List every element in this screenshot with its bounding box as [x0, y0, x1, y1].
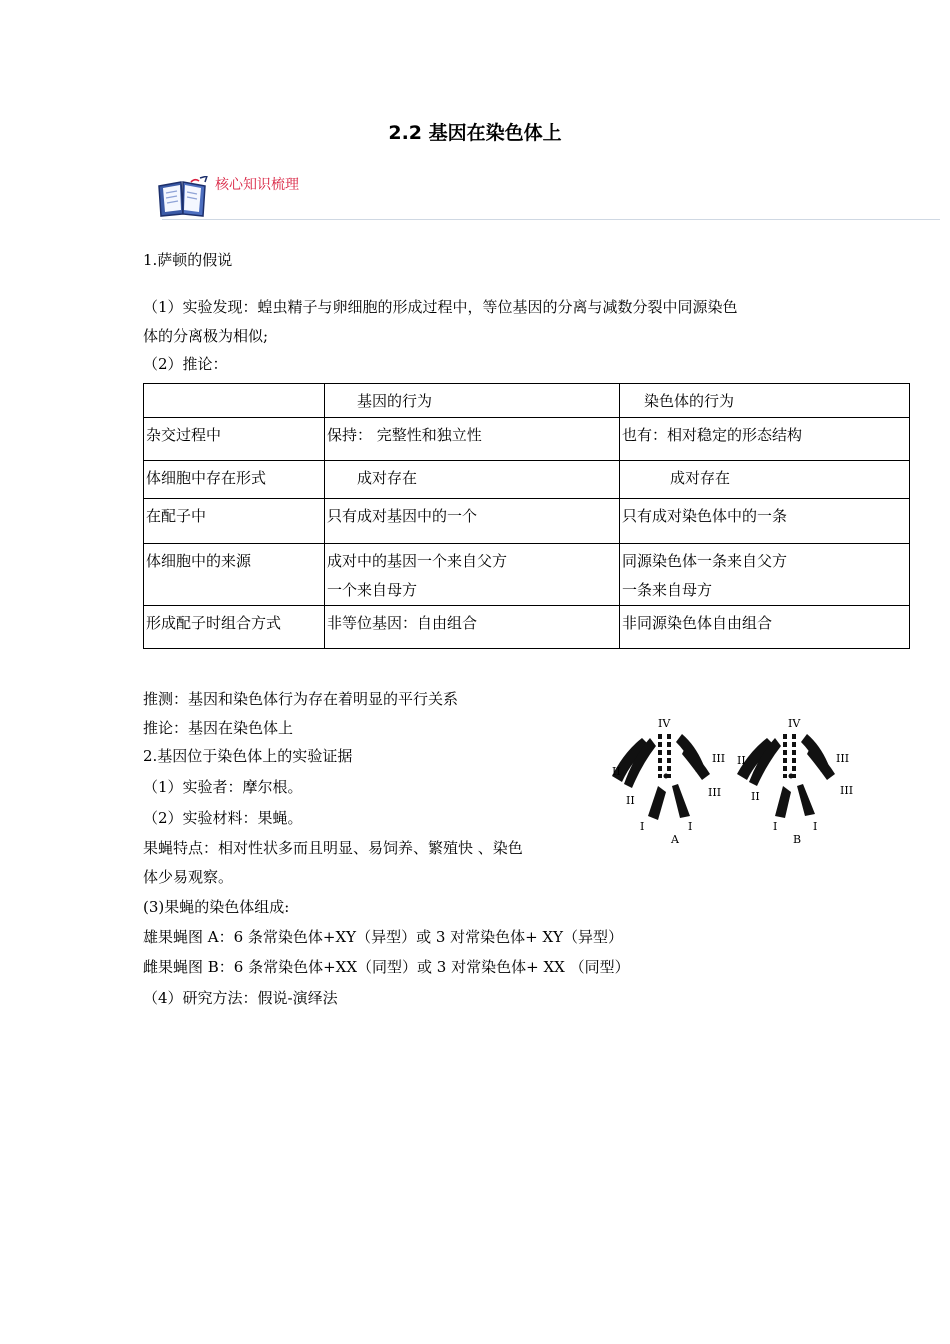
table-cell: 形成配子时组合方式	[144, 606, 325, 649]
table-cell: 体细胞中的来源	[144, 544, 325, 606]
paragraph-line: 雌果蝇图 B：6 条常染色体+XX（同型）或 3 对常染色体+ XX （同型）	[143, 958, 630, 976]
cell-line: 成对中的基因一个来自父方	[327, 552, 508, 570]
roman-numeral: I	[640, 820, 645, 833]
figure-label: B	[793, 833, 802, 846]
roman-numeral: I	[688, 820, 693, 833]
roman-numeral: III	[840, 784, 854, 797]
cell-line: 一条来自母方	[622, 581, 713, 599]
roman-numeral: III	[836, 752, 850, 765]
figure-label: A	[671, 833, 679, 846]
roman-numeral: IV	[788, 717, 801, 730]
table-cell: 体细胞中存在形式	[144, 461, 325, 499]
paragraph-line: 雄果蝇图 A：6 条常染色体+XY（异型）或 3 对常染色体+ XY（异型）	[143, 928, 624, 946]
paragraph-line: 体少易观察。	[143, 868, 234, 886]
table-row	[144, 544, 910, 606]
paragraph-line: （1）实验发现：蝗虫精子与卵细胞的形成过程中，等位基因的分离与减数分裂中同源染色	[143, 298, 738, 316]
paragraph-line: （2）推论：	[143, 355, 228, 373]
karyotype-a	[612, 717, 725, 846]
roman-numeral: II	[626, 794, 635, 807]
table-header-cell	[144, 384, 325, 418]
table-cell: 成对存在	[620, 461, 910, 499]
paragraph-line: （4）研究方法：假说-演绎法	[143, 989, 338, 1007]
paragraph-line: 果蝇特点：相对性状多而且明显、易饲养、繁殖快 、染色	[143, 839, 523, 857]
table-cell: 保持： 完整性和独立性	[325, 418, 620, 461]
table-cell: 也有：相对稳定的形态结构	[620, 418, 910, 461]
table-cell: 成对存在	[325, 461, 620, 499]
table-cell: 只有成对基因中的一个	[325, 499, 620, 544]
paragraph-line: 推论：基因在染色体上	[143, 719, 294, 737]
paragraph-line: (3)果蝇的染色体组成:	[143, 898, 290, 916]
table-header-cell: 染色体的行为	[620, 384, 910, 418]
table-row	[144, 499, 910, 544]
page-title: 2.2 基因在染色体上	[388, 122, 562, 144]
roman-numeral: IV	[658, 717, 671, 730]
paragraph-line: 体的分离极为相似;	[143, 327, 269, 345]
cell-line: 同源染色体一条来自父方	[622, 552, 788, 570]
table-cell: 杂交过程中	[144, 418, 325, 461]
roman-numeral: II	[612, 765, 621, 778]
table-row	[144, 418, 910, 461]
header-divider	[162, 219, 940, 220]
cell-line: 一个来自母方	[327, 581, 418, 599]
paragraph-line: 推测：基因和染色体行为存在着明显的平行关系	[143, 690, 459, 708]
section-label: 核心知识梳理	[215, 177, 299, 193]
table-row	[144, 461, 910, 499]
roman-numeral: III	[708, 786, 722, 799]
section-2-heading: 2.基因位于染色体上的实验证据	[143, 747, 353, 765]
roman-numeral: II	[737, 754, 746, 767]
table-cell: 非同源染色体自由组合	[620, 606, 910, 649]
fruit-fly-karyotype-figure	[600, 712, 865, 852]
roman-numeral: I	[773, 820, 778, 833]
section-1-heading: 1.萨顿的假说	[143, 251, 233, 269]
paragraph-line: （2）实验材料：果蝇。	[143, 809, 303, 827]
roman-numeral: III	[712, 752, 726, 765]
roman-numeral: I	[813, 820, 818, 833]
book-icon	[155, 176, 211, 220]
table-cell	[325, 544, 620, 606]
table-header-cell: 基因的行为	[325, 384, 620, 418]
table-cell	[620, 544, 910, 606]
table-cell: 非等位基因：自由组合	[325, 606, 620, 649]
table-header-row	[144, 384, 910, 418]
table-cell: 只有成对染色体中的一条	[620, 499, 910, 544]
karyotype-b	[737, 717, 853, 846]
table-cell: 在配子中	[144, 499, 325, 544]
comparison-table	[143, 383, 910, 649]
roman-numeral: II	[751, 790, 760, 803]
table-row	[144, 606, 910, 649]
paragraph-line: （1）实验者：摩尔根。	[143, 778, 303, 796]
